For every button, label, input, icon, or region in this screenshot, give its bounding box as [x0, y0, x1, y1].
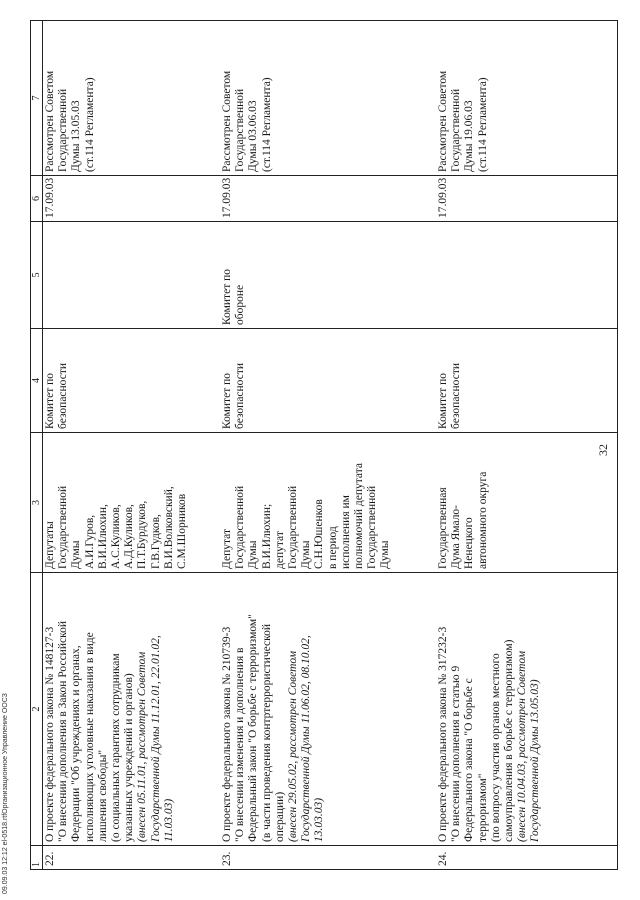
author-line: исполнения им: [339, 495, 352, 569]
author-line: Депутат: [221, 529, 233, 569]
bill-title-line: Федерального закона "О борьбе с: [463, 678, 476, 842]
author-line: С.Н.Юшенков: [313, 499, 326, 569]
review-date: 17.09.03: [220, 176, 436, 222]
committee-line: безопасности: [234, 362, 247, 429]
table-header-row: [31, 21, 43, 870]
committee-line: безопасности: [450, 362, 463, 429]
co-committee: [436, 222, 618, 329]
bill-title-line: (в части проведения контртеррористической: [260, 623, 273, 842]
author-line: Депутаты: [44, 521, 56, 569]
bill-authors: [220, 433, 436, 573]
author-line: А.Д.Куликов,: [123, 504, 136, 569]
status-line: Государственной: [234, 88, 247, 172]
bill-title: [436, 573, 618, 846]
bill-title-line: операции): [273, 791, 286, 842]
bill-note-line: (внесен 29.05.02, рассмотрен Советом: [287, 650, 300, 842]
status-line: (ст.114 Регламента): [260, 77, 273, 172]
bill-title: [43, 573, 221, 846]
status-line: Рассмотрен Советом: [221, 70, 233, 172]
responsible-committee: [43, 329, 221, 433]
author-line: Думы: [247, 540, 260, 569]
author-line: Дума Ямало-: [450, 504, 463, 569]
committee-line: безопасности: [57, 362, 70, 429]
committee-line: Комитет по: [437, 373, 449, 429]
row-number: 23.: [220, 846, 436, 870]
status-line: Думы 13.05.03: [70, 100, 83, 172]
column-header: 2: [31, 573, 43, 846]
column-header: 7: [31, 21, 43, 176]
bill-note-line: 11.03.03): [162, 798, 175, 842]
page-number: 32: [596, 444, 610, 456]
bill-note-line: Государственной Думы 13.05.03): [529, 679, 542, 842]
co-committee: [43, 222, 221, 329]
author-line: Г.В.Гудков,: [149, 514, 162, 569]
bill-title-line: О проекте федерального закона № 317232-3: [437, 626, 449, 842]
author-line: В.И.Илюхин;: [260, 503, 273, 569]
author-line: Государственной: [366, 485, 379, 569]
status-line: Государственной: [450, 88, 463, 172]
bill-title-line: О проекте федерального закона № 210739-3: [221, 626, 233, 842]
column-header: 5: [31, 222, 43, 329]
bill-note-line: Государственной Думы 11.06.02, 08.10.02,: [300, 635, 313, 842]
author-line: Государственная: [437, 487, 449, 569]
co-committee: [220, 222, 436, 329]
status-line: (ст.114 Регламента): [83, 77, 96, 172]
table-row: [220, 21, 436, 870]
column-header: 1: [31, 846, 43, 870]
bill-note-line: (внесен 10.04.03, рассмотрен Советом: [516, 650, 529, 842]
bill-title-line: "О внесении дополнения в Закон Российской: [57, 621, 70, 842]
bill-note-line: 13.03.03): [313, 797, 326, 842]
author-line: Думы: [300, 540, 313, 569]
author-line: В.И.Волковский,: [162, 486, 175, 569]
bill-title-line: исполняющих уголовные наказания в виде: [83, 632, 96, 842]
status-line: Думы 03.06.03: [247, 100, 260, 172]
bill-authors: [436, 433, 618, 573]
bill-title-line: "О внесении изменения и дополнения в: [234, 647, 247, 842]
status-line: Думы 19.06.03: [463, 100, 476, 172]
bill-authors: [43, 433, 221, 573]
row-number: 24.: [436, 846, 618, 870]
status-line: Рассмотрен Советом: [437, 70, 449, 172]
author-line: Думы: [70, 540, 83, 569]
co-committee-line: Комитет по: [221, 269, 233, 325]
table-row: [436, 21, 618, 870]
author-line: депутат: [273, 531, 286, 569]
bill-title-line: "О внесении дополнения в статью 9: [450, 665, 463, 842]
author-line: Государственной: [57, 485, 70, 569]
bill-status: [436, 21, 618, 176]
column-header: 6: [31, 176, 43, 222]
bill-title-line: Федеральный закон "О борьбе с терроризмом": [247, 614, 260, 842]
bill-title-line: (по вопросу участия органов местного: [489, 653, 502, 842]
bill-status: [220, 21, 436, 176]
row-number: 22.: [43, 846, 221, 870]
bill-title: [220, 573, 436, 846]
print-footer: 09.09.03 12:12 el-0518.rtfОрганизационное Управление ООСЗ: [2, 693, 9, 894]
bill-title-line: Федерации "Об учреждениях и органах,: [70, 645, 83, 842]
co-committee-line: обороне: [234, 284, 247, 325]
bill-note-line: (внесен 05.11.01, рассмотрен Советом: [136, 651, 149, 842]
bill-title-line: О проекте федерального закона № 148127-3: [44, 626, 56, 842]
bill-note-line: Государственной Думы 11.12.01, 22.01.02,: [149, 635, 162, 842]
author-line: Ненецкого: [463, 517, 476, 569]
responsible-committee: [436, 329, 618, 433]
column-header: 3: [31, 433, 43, 573]
author-line: полномочий депутата: [353, 463, 366, 569]
column-header: 4: [31, 329, 43, 433]
bills-table: [30, 20, 618, 870]
author-line: А.И.Гуров,: [83, 514, 96, 569]
review-date: 17.09.03: [43, 176, 221, 222]
committee-line: Комитет по: [44, 373, 56, 429]
responsible-committee: [220, 329, 436, 433]
bill-title-line: лишения свободы": [96, 749, 109, 842]
author-line: Государственной: [234, 485, 247, 569]
author-line: автономного округа: [476, 471, 489, 569]
author-line: Государственной: [287, 485, 300, 569]
table-row: [43, 21, 221, 870]
bill-title-line: терроризмом": [476, 773, 489, 842]
author-line: А.С.Куликов,: [110, 504, 123, 569]
author-line: П.Т.Бурдуков,: [136, 500, 149, 569]
status-line: Государственной: [57, 88, 70, 172]
status-line: Рассмотрен Советом: [44, 70, 56, 172]
author-line: С.М.Шорников: [176, 493, 189, 569]
status-line: (ст.114 Регламента): [476, 77, 489, 172]
author-line: В.И.Илюхин,: [96, 504, 109, 569]
review-date: 17.09.03: [436, 176, 618, 222]
author-line: в период: [326, 526, 339, 569]
bill-title-line: самоуправления в борьбе с терроризмом): [503, 639, 516, 842]
bill-title-line: указанных учреждений и органов): [123, 673, 136, 842]
bill-status: [43, 21, 221, 176]
committee-line: Комитет по: [221, 373, 233, 429]
bill-title-line: (о социальных гарантиях сотрудникам: [110, 653, 123, 842]
author-line: Думы: [379, 540, 392, 569]
